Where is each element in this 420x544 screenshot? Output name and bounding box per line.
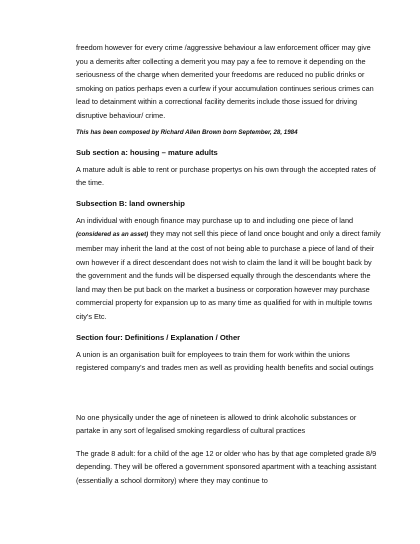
author-credit: This has been composed by Richard Allen Brown born September, 28, 1984 <box>76 128 298 136</box>
section-b-text-after: they may not sell this piece of land once bought and only a direct family member may inherit the land at the cost of not being able to purchase a piece of land of their own however if a direct descendant does not wish to claim the land it will be bought back by the government and the funds will be dispersed equally through the descendants where the land may then be put back on the market a business or corporation however may purchase commercial property for expansion up to as many time as qualified for with in multiple towns city's Etc. <box>76 229 381 321</box>
intro-paragraph: freedom however for every crime /aggressive behaviour a law enforcement officer may give you a demerits after collecting a demerit you may pay a fee to remove it depending on the seriousness of the charge when demerited your freedoms are reduced no public drinks or smoking on patios perhaps even a curfew if your accumulation continues serious crimes can lead to detainment within a correctional facility demerits include those issued for driving disruptive behaviour/ crime. <box>76 43 374 120</box>
section-a-heading: Sub section a: housing – mature adults <box>76 147 218 157</box>
age-restriction-text: No one physically under the age of nineteen is allowed to drink alcoholic substances or partake in any sort of legalised smoking regardless of cultural practices <box>76 412 357 436</box>
section-b-text-before: An individual with enough finance may purchase up to and including one piece of land <box>76 215 354 225</box>
section-a-text: A mature adult is able to rent or purchase propertys on his own through the accepted rates of the time. <box>76 164 376 188</box>
grade-8-adult-text: The grade 8 adult: for a child of the age 12 or older who has by that age completed grade 8/9 depending. They will be offered a government sponsored apartment with a teaching assistant (essentially a school dormitory) where they may continue to <box>76 448 377 486</box>
section-b-heading: Subsection B: land ownership <box>76 198 185 208</box>
union-definition: A union is an organisation built for employees to train them for work within the unions registered company's and trades men as well as providing health benefits and social outings <box>76 349 374 373</box>
section-four-heading: Section four: Definitions / Explanation / Other <box>76 332 241 342</box>
section-b-text <box>76 214 382 324</box>
asset-note: (considered as an asset) <box>76 231 149 239</box>
